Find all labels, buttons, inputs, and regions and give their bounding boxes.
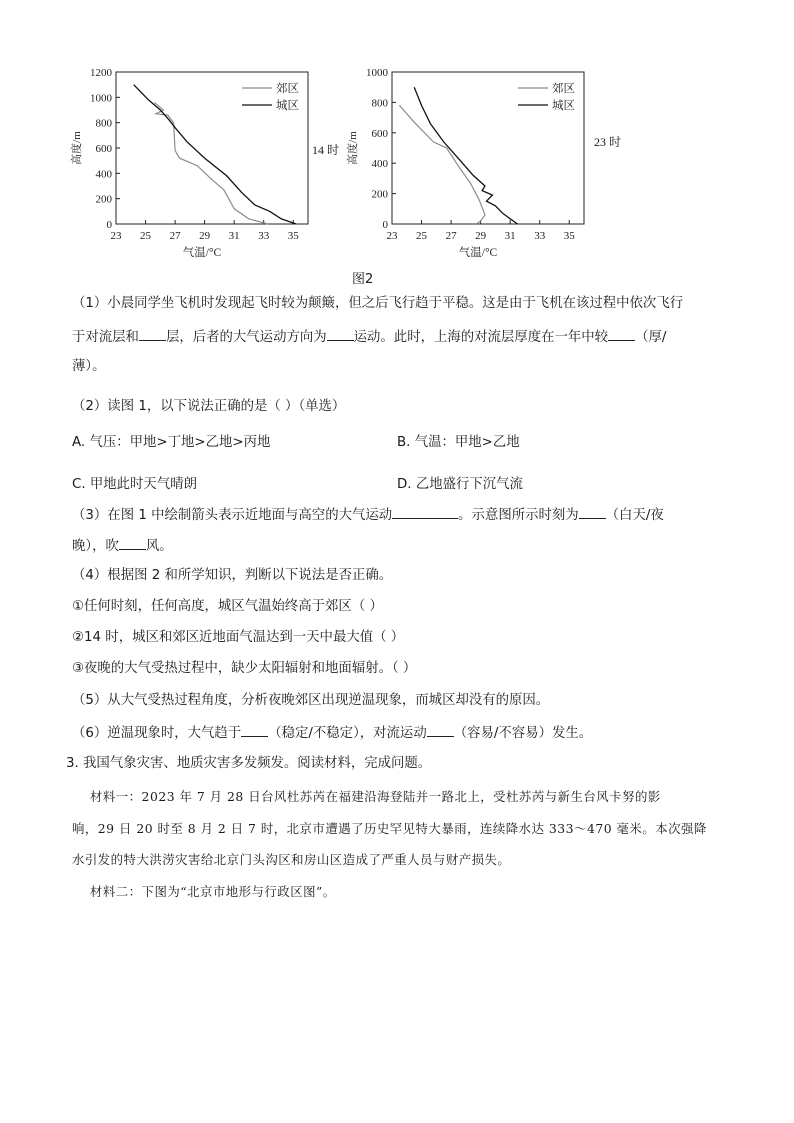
q2-option-d[interactable]: D. 乙地盛行下沉气流 bbox=[397, 477, 523, 492]
q3-text-4: 晚），吹 bbox=[72, 539, 119, 554]
x-tick-label: 23 bbox=[386, 230, 398, 242]
x-tick-label: 25 bbox=[416, 230, 428, 242]
x-tick-label: 25 bbox=[140, 230, 152, 242]
legend-label: 郊区 bbox=[552, 83, 575, 95]
q3-text-2: 。示意图所示时刻为 bbox=[458, 508, 579, 523]
q3-blank-3[interactable] bbox=[119, 535, 146, 550]
x-tick-label: 33 bbox=[534, 230, 546, 242]
q1-line-3: 薄）。 bbox=[72, 359, 106, 374]
material-1-line-3: 水引发的特大洪涝灾害给北京门头沟区和房山区造成了严重人员与财产损失。 bbox=[72, 852, 511, 867]
y-tick-label: 400 bbox=[371, 158, 388, 171]
q1-blank-1[interactable] bbox=[139, 326, 166, 341]
q1-text-4: （厚/ bbox=[635, 330, 667, 345]
q2-option-a[interactable]: A. 气压：甲地>丁地>乙地>丙地 bbox=[72, 435, 271, 450]
x-tick-label: 27 bbox=[445, 230, 457, 242]
chart-14h-time-label: 14 时 bbox=[312, 143, 340, 157]
x-axis-label: 气温/°C bbox=[458, 247, 498, 259]
y-tick-label: 0 bbox=[106, 219, 112, 231]
x-tick-label: 23 bbox=[110, 230, 122, 242]
series-line-city bbox=[414, 87, 517, 224]
x-tick-label: 35 bbox=[287, 230, 299, 242]
chart-14h bbox=[60, 60, 310, 265]
chart-23h bbox=[336, 60, 586, 265]
section-3-stem: 3. 我国气象灾害、地质灾害多发频发。阅读材料，完成问题。 bbox=[66, 756, 432, 771]
x-tick-label: 31 bbox=[504, 230, 516, 242]
q2-option-b[interactable]: B. 气温：甲地>乙地 bbox=[397, 435, 520, 450]
material-1-line-2: 响，29 日 20 时至 8 月 2 日 7 时，北京市遭遇了历史罕见特大暴雨，连续降水达 333～470 毫米。本次强降 bbox=[72, 821, 707, 836]
y-tick-label: 600 bbox=[371, 127, 388, 140]
q4-item-1: ①任何时刻，任何高度，城区气温始终高于郊区（ ） bbox=[72, 599, 383, 614]
chart-23h-time-label: 23 时 bbox=[594, 135, 622, 149]
q2-option-c[interactable]: C. 甲地此时天气晴朗 bbox=[72, 477, 197, 492]
material-2: 材料二：下图为“北京市地形与行政区图”。 bbox=[90, 884, 336, 899]
q6-text-1: （6）逆温现象时，大气趋于 bbox=[72, 726, 242, 741]
y-tick-label: 800 bbox=[95, 117, 112, 130]
y-tick-label: 800 bbox=[371, 97, 388, 110]
legend-label: 城区 bbox=[276, 100, 299, 112]
x-axis-label: 气温/°C bbox=[182, 247, 222, 259]
legend-label: 城区 bbox=[552, 100, 575, 112]
q5-stem: （5）从大气受热过程角度，分析夜晚郊区出现逆温现象，而城区却没有的原因。 bbox=[72, 693, 550, 708]
q6-blank-1[interactable] bbox=[241, 722, 268, 737]
q1-text-1: 于对流层和 bbox=[72, 330, 139, 345]
q1-text-2: 层，后者的大气运动方向为 bbox=[165, 330, 327, 345]
q3-text-5: 风。 bbox=[145, 539, 173, 554]
q3-blank-1[interactable] bbox=[392, 504, 458, 519]
y-tick-label: 1200 bbox=[90, 67, 112, 79]
y-tick-label: 400 bbox=[95, 168, 112, 181]
y-tick-label: 200 bbox=[371, 188, 388, 201]
q3-line-2 bbox=[72, 535, 173, 557]
q3-text-3: （白天/夜 bbox=[605, 508, 664, 523]
figure-caption: 图2 bbox=[352, 272, 374, 287]
q2-stem: （2）读图 1，以下说法正确的是（ ）（单选） bbox=[72, 399, 346, 414]
q1-line-1: （1）小晨同学坐飞机时发现起飞时较为颠簸，但之后飞行趋于平稳。这是由于飞机在该过程中依次飞行 bbox=[72, 296, 684, 311]
q6-text-2: （稳定/不稳定），对流运动 bbox=[268, 726, 427, 741]
y-axis-label: 高度/m bbox=[347, 131, 359, 165]
y-tick-label: 1000 bbox=[366, 67, 388, 79]
q6-line bbox=[72, 722, 592, 744]
q6-text-3: （容易/不容易）发生。 bbox=[453, 726, 593, 741]
series-line-suburb bbox=[399, 105, 485, 224]
q3-blank-2[interactable] bbox=[579, 504, 606, 519]
q6-blank-2[interactable] bbox=[427, 722, 454, 737]
q4-stem: （4）根据图 2 和所学知识，判断以下说法是否正确。 bbox=[72, 568, 393, 583]
legend-label: 郊区 bbox=[276, 83, 299, 95]
x-tick-label: 33 bbox=[258, 230, 270, 242]
y-tick-label: 0 bbox=[382, 219, 388, 231]
q1-line-2 bbox=[72, 326, 666, 348]
material-1-line-1: 材料一：2023 年 7 月 28 日台风杜苏芮在福建沿海登陆并一路北上，受杜苏芮与新生台风卡努的影 bbox=[90, 789, 661, 804]
q1-text-3: 运动。此时，上海的对流层厚度在一年中较 bbox=[353, 330, 609, 345]
x-tick-label: 31 bbox=[228, 230, 240, 242]
x-tick-label: 29 bbox=[475, 230, 487, 242]
x-tick-label: 35 bbox=[563, 230, 575, 242]
q3-text-1: （3）在图 1 中绘制箭头表示近地面与高空的大气运动 bbox=[72, 508, 393, 523]
q4-item-2: ②14 时，城区和郊区近地面气温达到一天中最大值（ ） bbox=[72, 630, 405, 645]
y-tick-label: 1000 bbox=[90, 92, 112, 105]
q1-blank-2[interactable] bbox=[327, 326, 354, 341]
q4-item-3: ③夜晚的大气受热过程中，缺少太阳辐射和地面辐射。（ ） bbox=[72, 661, 417, 676]
y-tick-label: 600 bbox=[95, 143, 112, 155]
q1-blank-3[interactable] bbox=[608, 326, 635, 341]
x-tick-label: 29 bbox=[199, 230, 211, 242]
y-axis-label: 高度/m bbox=[71, 131, 83, 165]
x-tick-label: 27 bbox=[169, 230, 181, 242]
q3-line-1 bbox=[72, 504, 664, 526]
y-tick-label: 200 bbox=[95, 193, 112, 206]
